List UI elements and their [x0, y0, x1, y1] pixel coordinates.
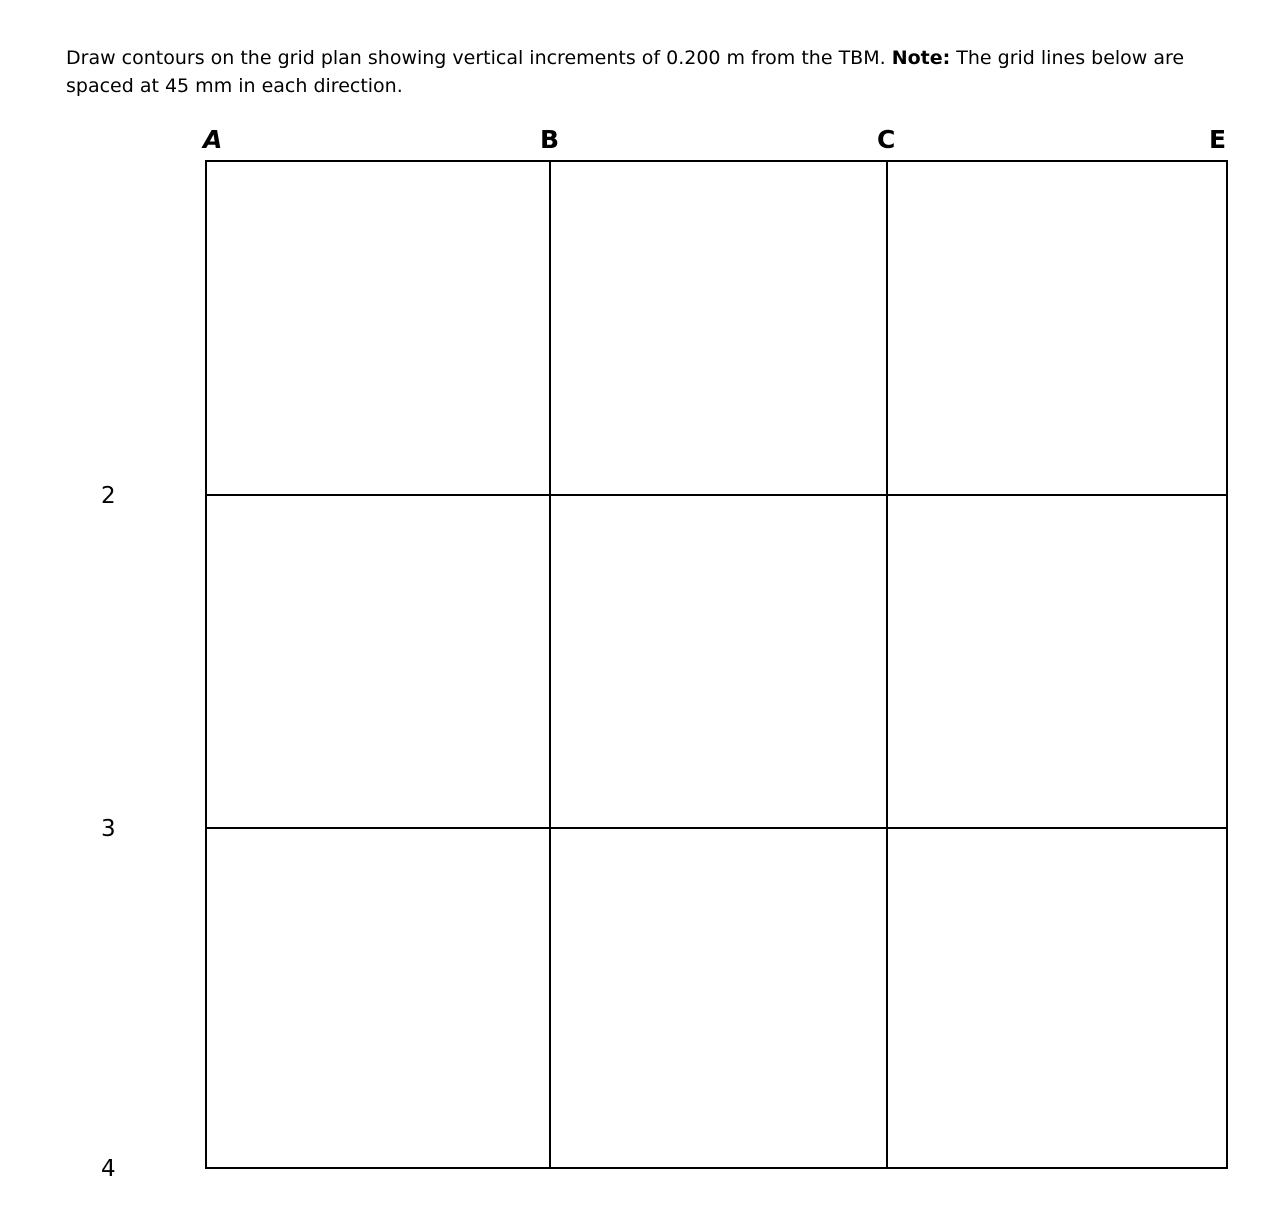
row-label-3: 3 [101, 816, 116, 842]
grid-line-vertical-a [205, 160, 207, 1169]
column-label-a: A [203, 125, 223, 154]
row-label-4: 4 [101, 1156, 116, 1182]
grid-line-vertical-b [549, 160, 551, 1169]
grid-line-vertical-e [1226, 160, 1228, 1169]
grid-line-vertical-c [886, 160, 888, 1169]
column-label-c: C [877, 125, 896, 154]
column-label-b: B [540, 125, 560, 154]
grid-line-horizontal-3 [205, 827, 1228, 829]
grid-line-horizontal-top [205, 160, 1228, 162]
row-label-2: 2 [101, 483, 116, 509]
grid-line-horizontal-4 [205, 1167, 1228, 1169]
instruction-part-1: Draw contours on the grid plan showing vertical increments of 0.200 m from the TBM. [66, 47, 892, 69]
instruction-part-2: The grid lines below are spaced at 45 mm in each direction. [66, 47, 1185, 97]
column-label-e: E [1209, 125, 1227, 154]
grid-line-horizontal-2 [205, 494, 1228, 496]
note-label: Note: [891, 47, 951, 69]
